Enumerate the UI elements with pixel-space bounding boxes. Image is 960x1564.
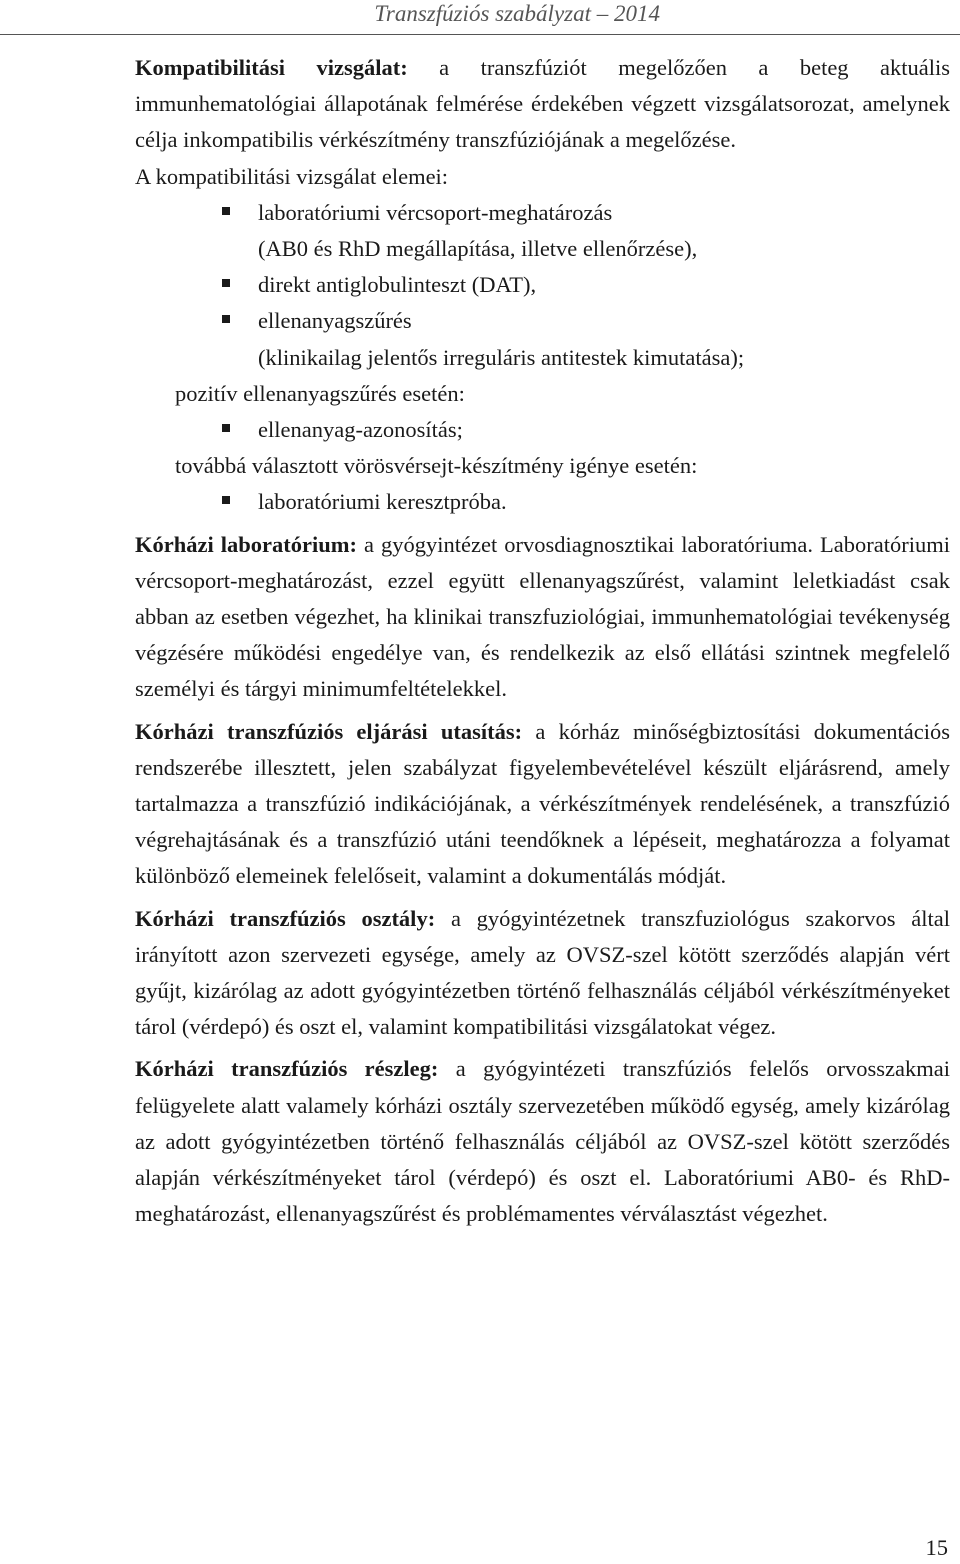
- term-transfusion-department: Kórházi transzfúziós osztály:: [135, 905, 436, 931]
- square-bullet-icon: [222, 279, 230, 287]
- list-item: ellenanyagszűrés: [135, 303, 950, 339]
- definition-hospital-laboratory: [135, 527, 950, 708]
- compatibility-elements-list: [135, 159, 950, 521]
- definition-text: a transzfúziót megelőzően a beteg aktuális immunhematológiai állapotának felmérése érdekében végzett vizsgálatsorozat, amelynek célja inkompatibilis vérkészítmény transzfúziójának a megelőzése.: [135, 55, 950, 153]
- definition-transfusion-department: [135, 901, 950, 1046]
- definition-text: a gyógyintézet orvosdiagnosztikai laboratóriuma. Laboratóriumi vércsoport-meghatározást, ezzel együtt ellenanyagszűrést, valamint leletkiadást csak abban az esetben végezhet, ha klinikai transzfuziológiai, immunhematológiai tevékenység végzésére működési engedélye van, és rendelkezik az első ellátási szintnek megfelelő személyi és tárgyi minimumfeltételekkel.: [135, 531, 950, 702]
- square-bullet-icon: [222, 496, 230, 504]
- list-item: laboratóriumi keresztpróba.: [135, 484, 950, 520]
- list-item-continuation: (AB0 és RhD megállapítása, illetve ellenőrzése),: [258, 236, 698, 262]
- definition-compatibility-test: [135, 50, 950, 159]
- list-intro: A kompatibilitási vizsgálat elemei:: [135, 163, 449, 189]
- definition-text: a kórház minőségbiztosítási dokumentációs rendszerébe illesztett, jelen szabályzat figyelembevételével készült eljárásrend, amely tartalmazza a transzfúzió indikációjának, a vérkészítmények rendelésének, a transzfúzió végrehajtásának és a transzfúzió utáni teendőknek a lépéseit, meghatározza a folyamat különböző elemeinek felelőseit, valamint a dokumentálás módját.: [135, 718, 950, 889]
- square-bullet-icon: [222, 315, 230, 323]
- conditional-intro: pozitív ellenanyagszűrés esetén:: [175, 380, 465, 406]
- page-number: 15: [925, 1535, 948, 1560]
- page-body: [135, 50, 950, 1233]
- list-item: laboratóriumi vércsoport-meghatározás: [135, 195, 950, 231]
- page-header: [0, 0, 960, 35]
- list-item: direkt antiglobulinteszt (DAT),: [135, 267, 950, 303]
- term-transfusion-unit: Kórházi transzfúziós részleg:: [135, 1056, 439, 1082]
- list-item-continuation: (klinikailag jelentős irreguláris antitestek kimutatása);: [258, 344, 745, 370]
- definition-transfusion-unit: [135, 1051, 950, 1232]
- term-compatibility-test: Kompatibilitási vizsgálat:: [135, 55, 408, 80]
- conditional-intro: továbbá választott vörösvérsejt-készítmény igénye esetén:: [175, 453, 698, 479]
- term-transfusion-procedure: Kórházi transzfúziós eljárási utasítás:: [135, 718, 523, 744]
- definition-text: a gyógyintézetnek transzfuziológus szakorvos által irányított azon szervezeti egysége, amely az OVSZ-szel kötött szerződés alapján vért gyűjt, kizárólag az adott gyógyintézetben történő felhasználás céljából vérkészítményeket tárol (vérdepó) és oszt el, valamint kompatibilitási vizsgálatokat végez.: [135, 905, 950, 1040]
- running-title: Transzfúziós szabályzat – 2014: [374, 1, 660, 26]
- definition-transfusion-procedure: [135, 714, 950, 895]
- definition-text: a gyógyintézeti transzfúziós felelős orvosszakmai felügyelete alatt valamely kórházi osztály szervezetében működő egység, amely kizárólag az adott gyógyintézetben történő felhasználás céljából az OVSZ-szel kötött szerződés alapján vérkészítményeket tárol (vérdepó) és oszt el. Laboratóriumi AB0- és RhD-meghatározást, ellenanyagszűrést és problémamentes vérválasztást végezhet.: [135, 1056, 951, 1227]
- list-item: ellenanyag-azonosítás;: [135, 412, 950, 448]
- square-bullet-icon: [222, 207, 230, 215]
- square-bullet-icon: [222, 424, 230, 432]
- term-hospital-laboratory: Kórházi laboratórium:: [135, 531, 357, 557]
